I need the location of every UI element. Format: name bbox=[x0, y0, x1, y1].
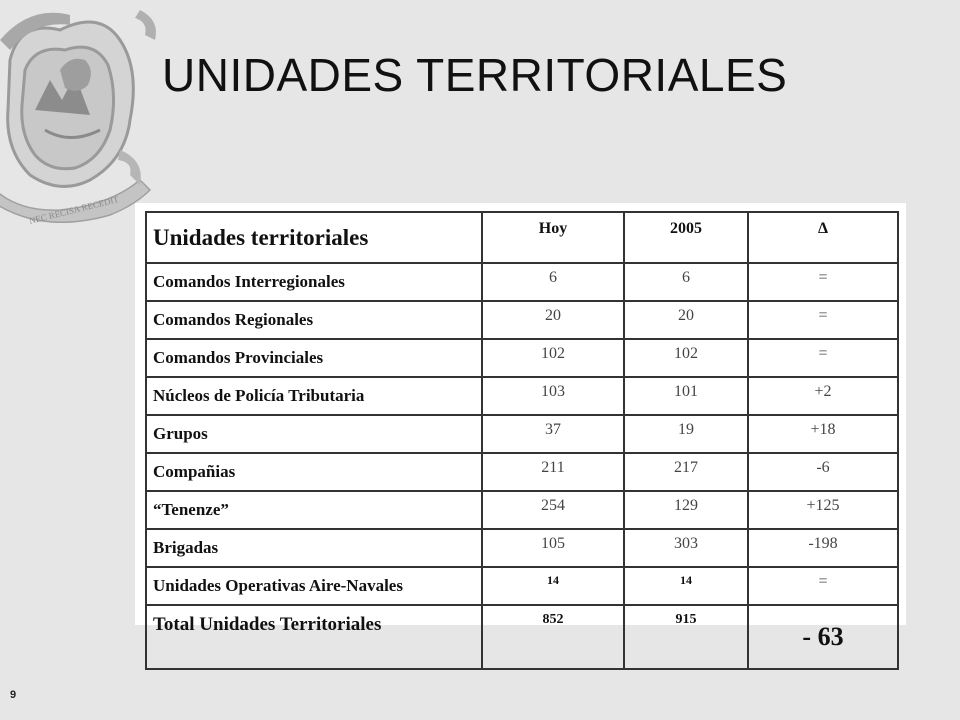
total-label: Total Unidades Territoriales bbox=[146, 605, 482, 669]
row-today: 105 bbox=[482, 529, 624, 567]
row-today: 6 bbox=[482, 263, 624, 301]
header-label: Unidades territoriales bbox=[146, 212, 482, 263]
row-label: Comandos Regionales bbox=[146, 301, 482, 339]
row-delta: = bbox=[748, 339, 898, 377]
row-today: 20 bbox=[482, 301, 624, 339]
header-2005: 2005 bbox=[624, 212, 748, 263]
table-header-row bbox=[146, 212, 898, 263]
total-delta: - 63 bbox=[748, 605, 898, 669]
page-number: 9 bbox=[10, 689, 17, 701]
row-delta: +18 bbox=[748, 415, 898, 453]
row-delta: -6 bbox=[748, 453, 898, 491]
table-row bbox=[146, 453, 898, 491]
row-2005: 19 bbox=[624, 415, 748, 453]
row-label: Compañias bbox=[146, 453, 482, 491]
row-2005: 14 bbox=[624, 567, 748, 605]
row-today: 254 bbox=[482, 491, 624, 529]
row-delta: = bbox=[748, 263, 898, 301]
row-2005: 129 bbox=[624, 491, 748, 529]
row-delta: = bbox=[748, 567, 898, 605]
row-delta: +2 bbox=[748, 377, 898, 415]
row-label: “Tenenze” bbox=[146, 491, 482, 529]
header-delta: Δ bbox=[748, 212, 898, 263]
row-2005: 101 bbox=[624, 377, 748, 415]
row-label: Núcleos de Policía Tributaria bbox=[146, 377, 482, 415]
table-total-row bbox=[146, 605, 898, 669]
row-label: Grupos bbox=[146, 415, 482, 453]
table-row bbox=[146, 529, 898, 567]
row-label: Brigadas bbox=[146, 529, 482, 567]
row-2005: 20 bbox=[624, 301, 748, 339]
row-label: Unidades Operativas Aire-Navales bbox=[146, 567, 482, 605]
row-2005: 102 bbox=[624, 339, 748, 377]
territorial-units-table bbox=[145, 211, 899, 670]
row-label: Comandos Interregionales bbox=[146, 263, 482, 301]
row-delta: = bbox=[748, 301, 898, 339]
row-delta: +125 bbox=[748, 491, 898, 529]
row-delta: -198 bbox=[748, 529, 898, 567]
slide-title: UNIDADES TERRITORIALES bbox=[162, 49, 788, 101]
table-row bbox=[146, 415, 898, 453]
table-row bbox=[146, 301, 898, 339]
row-2005: 6 bbox=[624, 263, 748, 301]
row-today: 102 bbox=[482, 339, 624, 377]
table-panel bbox=[135, 203, 906, 651]
table-row bbox=[146, 567, 898, 605]
table-row bbox=[146, 263, 898, 301]
row-2005: 217 bbox=[624, 453, 748, 491]
table-row bbox=[146, 491, 898, 529]
row-today: 211 bbox=[482, 453, 624, 491]
table-row bbox=[146, 377, 898, 415]
row-today: 103 bbox=[482, 377, 624, 415]
row-label: Comandos Provinciales bbox=[146, 339, 482, 377]
total-today: 852 bbox=[482, 605, 624, 669]
row-today: 37 bbox=[482, 415, 624, 453]
total-2005: 915 bbox=[624, 605, 748, 669]
table-row bbox=[146, 339, 898, 377]
header-today: Hoy bbox=[482, 212, 624, 263]
crest-motto: NEC RECISA RECEDIT bbox=[28, 193, 120, 226]
row-2005: 303 bbox=[624, 529, 748, 567]
row-today: 14 bbox=[482, 567, 624, 605]
